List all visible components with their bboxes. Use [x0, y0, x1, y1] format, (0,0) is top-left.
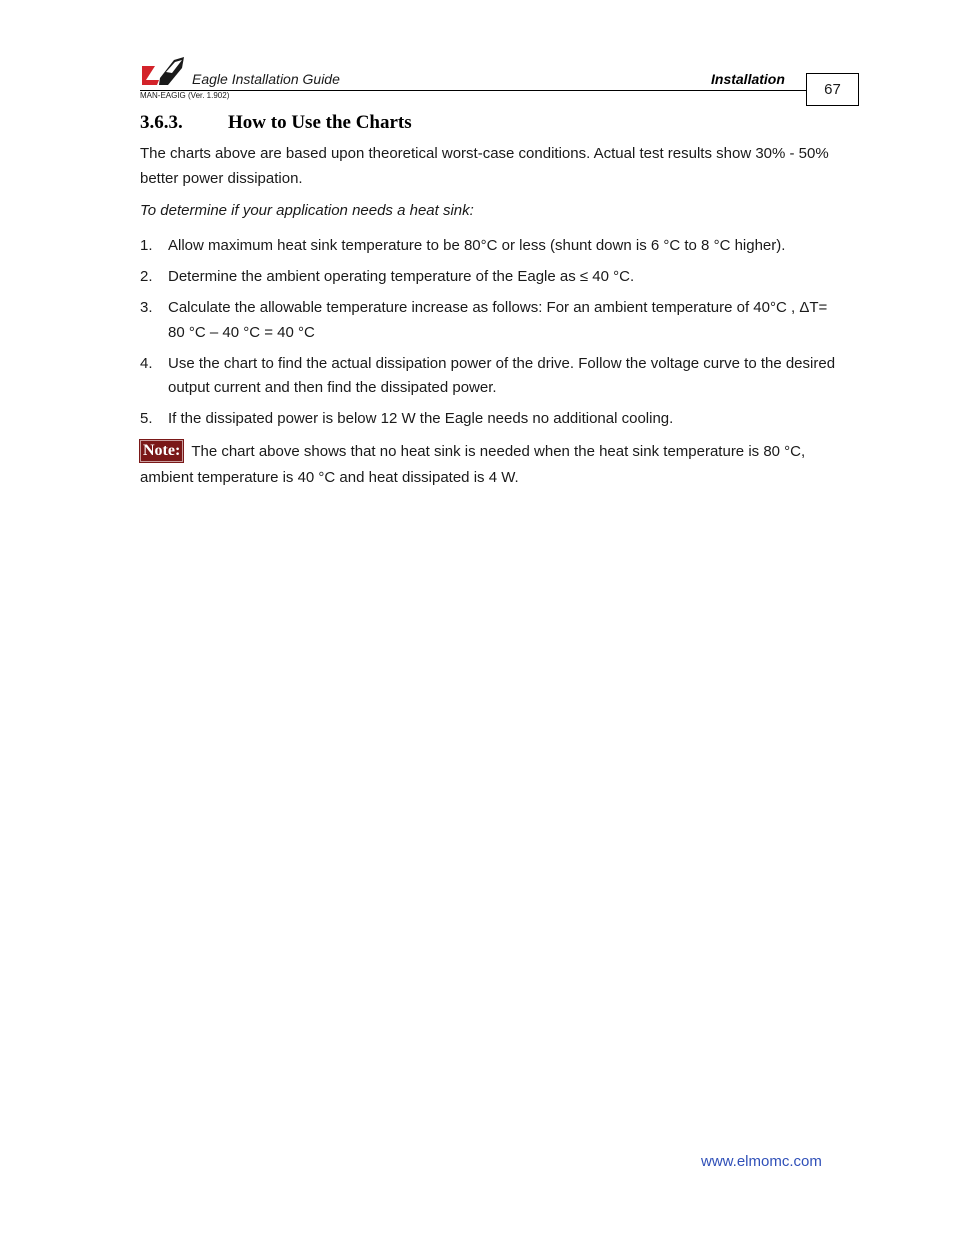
list-item: [140, 234, 840, 259]
page-header: [0, 0, 954, 110]
list-item-text: Determine the ambient operating temperature of the Eagle as ≤ 40 °C.: [168, 268, 635, 285]
page-number: 67: [806, 73, 859, 106]
list-marker: 4.: [140, 354, 153, 372]
section-heading: [140, 112, 412, 134]
list-item: [140, 265, 840, 290]
list-item: [140, 352, 840, 401]
list-item: [140, 296, 840, 345]
list-marker: 1.: [140, 237, 153, 254]
steps-list: [140, 234, 840, 438]
note-block: [140, 439, 840, 491]
list-item: [140, 407, 840, 432]
list-item-text: Allow maximum heat sink temperature to be 80°C or less (shunt down is 6 °C to 8 °C higher).: [168, 237, 786, 254]
list-item-text: Use the chart to find the actual dissipation power of the drive. Follow the voltage curve to the desired output current and then find the dissipated power.: [168, 354, 836, 396]
list-marker: 3.: [140, 299, 153, 316]
header-divider: [140, 90, 806, 91]
footer-website-link[interactable]: www.elmomc.com: [701, 1153, 822, 1170]
list-item-text: If the dissipated power is below 12 W the Eagle needs no additional cooling.: [168, 410, 674, 427]
section-title: Installation: [711, 71, 785, 87]
elmo-logo-icon: [142, 56, 184, 86]
intro-paragraph: The charts above are based upon theoretical worst-case conditions. Actual test results show 30% - 50% better power dissipation.: [140, 145, 829, 187]
list-marker: 5.: [140, 410, 153, 427]
note-badge: Note:: [140, 440, 183, 462]
section-number: 3.6.3.: [140, 112, 183, 133]
section-heading-title: How to Use the Charts: [228, 112, 412, 133]
doc-version: MAN-EAGIG (Ver. 1.902): [140, 91, 230, 100]
instruction-text: To determine if your application needs a heat sink:: [140, 202, 474, 219]
note-text: The chart above shows that no heat sink is needed when the heat sink temperature is 80 °C, ambient temperature is 40 °C and heat dissipated is 4 W.: [140, 443, 806, 486]
list-marker: 2.: [140, 268, 153, 285]
list-item-text: Calculate the allowable temperature increase as follows: For an ambient temperature of 40°C , ΔT= 80 °C – 40 °C = 40 °C: [168, 299, 828, 341]
doc-title: Eagle Installation Guide: [192, 71, 340, 87]
